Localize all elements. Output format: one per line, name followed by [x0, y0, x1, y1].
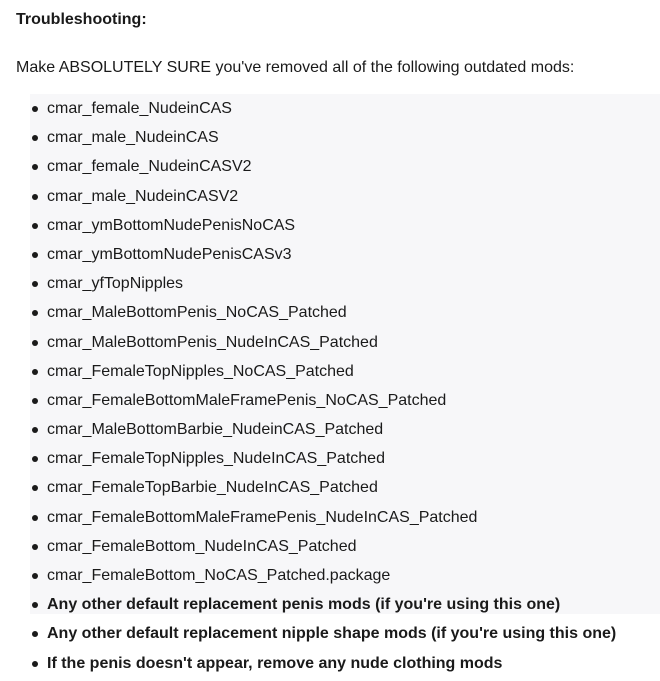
bullet-icon [32, 340, 38, 346]
note-item [0, 619, 660, 648]
list-item [0, 240, 660, 269]
mod-name: cmar_FemaleTopNipples_NudeInCAS_Patched [47, 450, 385, 468]
list-item [0, 473, 660, 502]
bullet-icon [32, 164, 38, 170]
bullet-icon [32, 223, 38, 229]
intro-text: Make ABSOLUTELY SURE you've removed all of the following outdated mods: [16, 59, 575, 76]
mod-name: cmar_FemaleBottomMaleFramePenis_NudeInCAS_Patched [47, 508, 478, 526]
outdated-mods-list [0, 94, 660, 678]
list-item [0, 532, 660, 561]
mod-name: cmar_male_NudeinCAS [47, 129, 219, 147]
bullet-icon [32, 369, 38, 375]
list-item [0, 357, 660, 386]
note-text: Any other default replacement nipple shape mods (if you're using this one) [47, 625, 617, 643]
bullet-icon [32, 194, 38, 200]
bullet-icon [32, 310, 38, 316]
note-text: If the penis doesn't appear, remove any nude clothing mods [47, 654, 503, 672]
bullet-icon [32, 427, 38, 433]
bullet-icon [32, 544, 38, 550]
mod-name: cmar_ymBottomNudePenisCASv3 [47, 245, 292, 263]
list-item [0, 123, 660, 152]
list-item [0, 94, 660, 123]
section-heading: Troubleshooting: [16, 11, 147, 28]
bullet-icon [32, 485, 38, 491]
mod-name: cmar_MaleBottomBarbie_NudeinCAS_Patched [47, 421, 384, 439]
mod-name: cmar_ymBottomNudePenisNoCAS [47, 216, 296, 234]
list-item [0, 211, 660, 240]
mod-name: cmar_FemaleBottomMaleFramePenis_NoCAS_Patched [47, 391, 447, 409]
bullet-icon [32, 135, 38, 141]
list-item [0, 269, 660, 298]
bullet-icon [32, 631, 38, 637]
bullet-icon [32, 602, 38, 608]
mod-name: cmar_FemaleBottom_NudeInCAS_Patched [47, 537, 357, 555]
bullet-icon [32, 456, 38, 462]
list-item [0, 561, 660, 590]
bullet-icon [32, 281, 38, 287]
mod-name: cmar_female_NudeinCASV2 [47, 158, 252, 176]
mod-name: cmar_female_NudeinCAS [47, 100, 232, 117]
list-item [0, 298, 660, 327]
mod-name: cmar_male_NudeinCASV2 [47, 187, 239, 205]
list-item [0, 386, 660, 415]
bullet-icon [32, 252, 38, 258]
list-item [0, 152, 660, 181]
mod-name: cmar_FemaleTopBarbie_NudeInCAS_Patched [47, 479, 378, 497]
mod-name: cmar_MaleBottomPenis_NoCAS_Patched [47, 304, 347, 322]
list-item [0, 503, 660, 532]
list-item [0, 328, 660, 357]
mod-name: cmar_MaleBottomPenis_NudeInCAS_Patched [47, 333, 378, 351]
note-item [0, 649, 660, 678]
list-item [0, 444, 660, 473]
bullet-icon [32, 661, 38, 667]
mod-name: cmar_FemaleBottom_NoCAS_Patched.package [47, 567, 391, 584]
note-item [0, 590, 660, 619]
mod-name: cmar_yfTopNipples [47, 275, 184, 293]
bullet-icon [32, 398, 38, 404]
bullet-icon [32, 573, 38, 579]
note-text: Any other default replacement penis mods (if you're using this one) [47, 596, 561, 614]
list-item [0, 415, 660, 444]
mod-name: cmar_FemaleTopNipples_NoCAS_Patched [47, 362, 354, 380]
bullet-icon [32, 106, 38, 112]
bullet-icon [32, 515, 38, 521]
list-item [0, 182, 660, 211]
